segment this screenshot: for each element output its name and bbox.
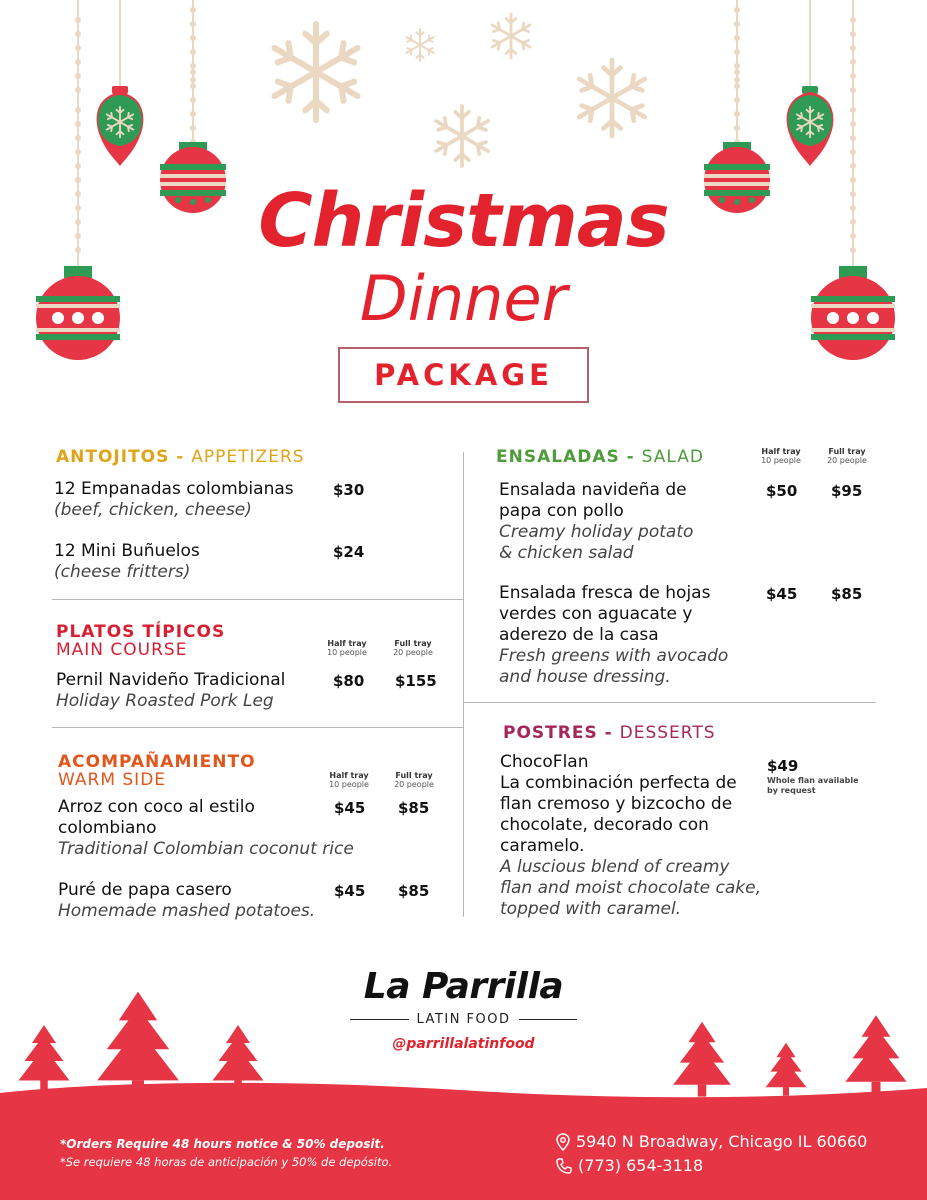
- item-price: $49: [767, 757, 799, 775]
- notice-spanish: *Se requiere 48 horas de anticipación y 50% de depósito.: [60, 1155, 393, 1169]
- item-price-half: $80: [333, 672, 365, 690]
- main-subheading: MAIN COURSE: [56, 640, 188, 660]
- appetizers-heading: ANTOJITOS - APPETIZERS: [56, 447, 305, 467]
- title-christmas: Christmas: [258, 178, 669, 264]
- half-tray-label: Half tray 10 people: [329, 771, 369, 789]
- menu-item: 12 Empanadas colombianas (beef, chicken, cheese): [54, 479, 294, 520]
- item-price: $24: [333, 543, 365, 561]
- item-price-full: $95: [831, 482, 863, 500]
- item-price-full: $155: [395, 672, 437, 690]
- package-label: PACKAGE: [374, 358, 553, 392]
- desserts-heading: POSTRES - DESSERTS: [503, 723, 716, 743]
- column-divider: [463, 452, 464, 917]
- section-divider: [463, 702, 876, 703]
- snowflake-icon: [492, 14, 530, 58]
- section-divider: [52, 727, 463, 728]
- package-badge: [338, 347, 589, 403]
- item-price-full: $85: [398, 799, 430, 817]
- snowflake-icon: [436, 106, 488, 166]
- full-tray-label: Full tray 20 people: [393, 639, 433, 657]
- main-heading: PLATOS TÍPICOS: [56, 622, 226, 642]
- item-price-half: $45: [334, 799, 366, 817]
- item-price-half: $45: [766, 585, 798, 603]
- phone: (773) 654-3118: [556, 1156, 703, 1175]
- phone-icon: [556, 1158, 572, 1174]
- tree-icon: [845, 1015, 906, 1094]
- snowflake-icon: [579, 60, 645, 136]
- notice-english: *Orders Require 48 hours notice & 50% deposit.: [60, 1137, 385, 1151]
- section-divider: [52, 599, 463, 600]
- ornament-icon: [787, 86, 834, 166]
- item-price-half: $45: [334, 882, 366, 900]
- item-price: $30: [333, 481, 365, 499]
- sides-subheading: WARM SIDE: [58, 770, 167, 790]
- address: 5940 N Broadway, Chicago IL 60660: [556, 1132, 867, 1151]
- menu-item: Arroz con coco al estilo colombiano Traditional Colombian coconut rice: [58, 797, 354, 859]
- dessert-note: Whole flan available by request: [767, 776, 859, 795]
- menu-item: Puré de papa casero Homemade mashed potatoes.: [58, 880, 316, 921]
- snowflake-icon: [406, 29, 434, 61]
- full-tray-label: Full tray 20 people: [827, 447, 867, 465]
- snowflake-icon: [274, 24, 357, 120]
- social-handle[interactable]: @parrillalatinfood: [392, 1036, 535, 1052]
- half-tray-label: Half tray 10 people: [761, 447, 801, 465]
- item-price-half: $50: [766, 482, 798, 500]
- tree-icon: [19, 1025, 70, 1091]
- menu-item: 12 Mini Buñuelos (cheese fritters): [54, 541, 200, 582]
- half-tray-label: Half tray 10 people: [327, 639, 367, 657]
- ornament-icon: [97, 86, 144, 166]
- sides-heading: ACOMPAÑAMIENTO: [58, 752, 256, 772]
- item-price-full: $85: [831, 585, 863, 603]
- menu-item: Ensalada navideña de papa con pollo Creamy holiday potato & chicken salad: [499, 480, 694, 563]
- item-price-full: $85: [398, 882, 430, 900]
- menu-item: ChocoFlan La combinación perfecta de flan cremoso y bizcocho de chocolate, decorado con caramelo. A luscious blend of creamy flan and moist chocolate cake, topped with caramel.: [500, 752, 761, 919]
- title-dinner: Dinner: [359, 262, 568, 335]
- tree-icon: [213, 1025, 264, 1091]
- salad-heading: ENSALADAS - SALAD: [496, 447, 704, 467]
- menu-item: Pernil Navideño Tradicional Holiday Roasted Pork Leg: [56, 670, 286, 711]
- menu-item: Ensalada fresca de hojas verdes con aguacate y aderezo de la casa Fresh greens with avocado and house dressing.: [499, 583, 729, 687]
- location-pin-icon: [556, 1133, 570, 1151]
- brand-logo: La Parrilla: [363, 966, 564, 1007]
- brand-tagline: LATIN FOOD: [350, 1012, 577, 1027]
- full-tray-label: Full tray 20 people: [394, 771, 434, 789]
- tree-icon: [673, 1022, 731, 1097]
